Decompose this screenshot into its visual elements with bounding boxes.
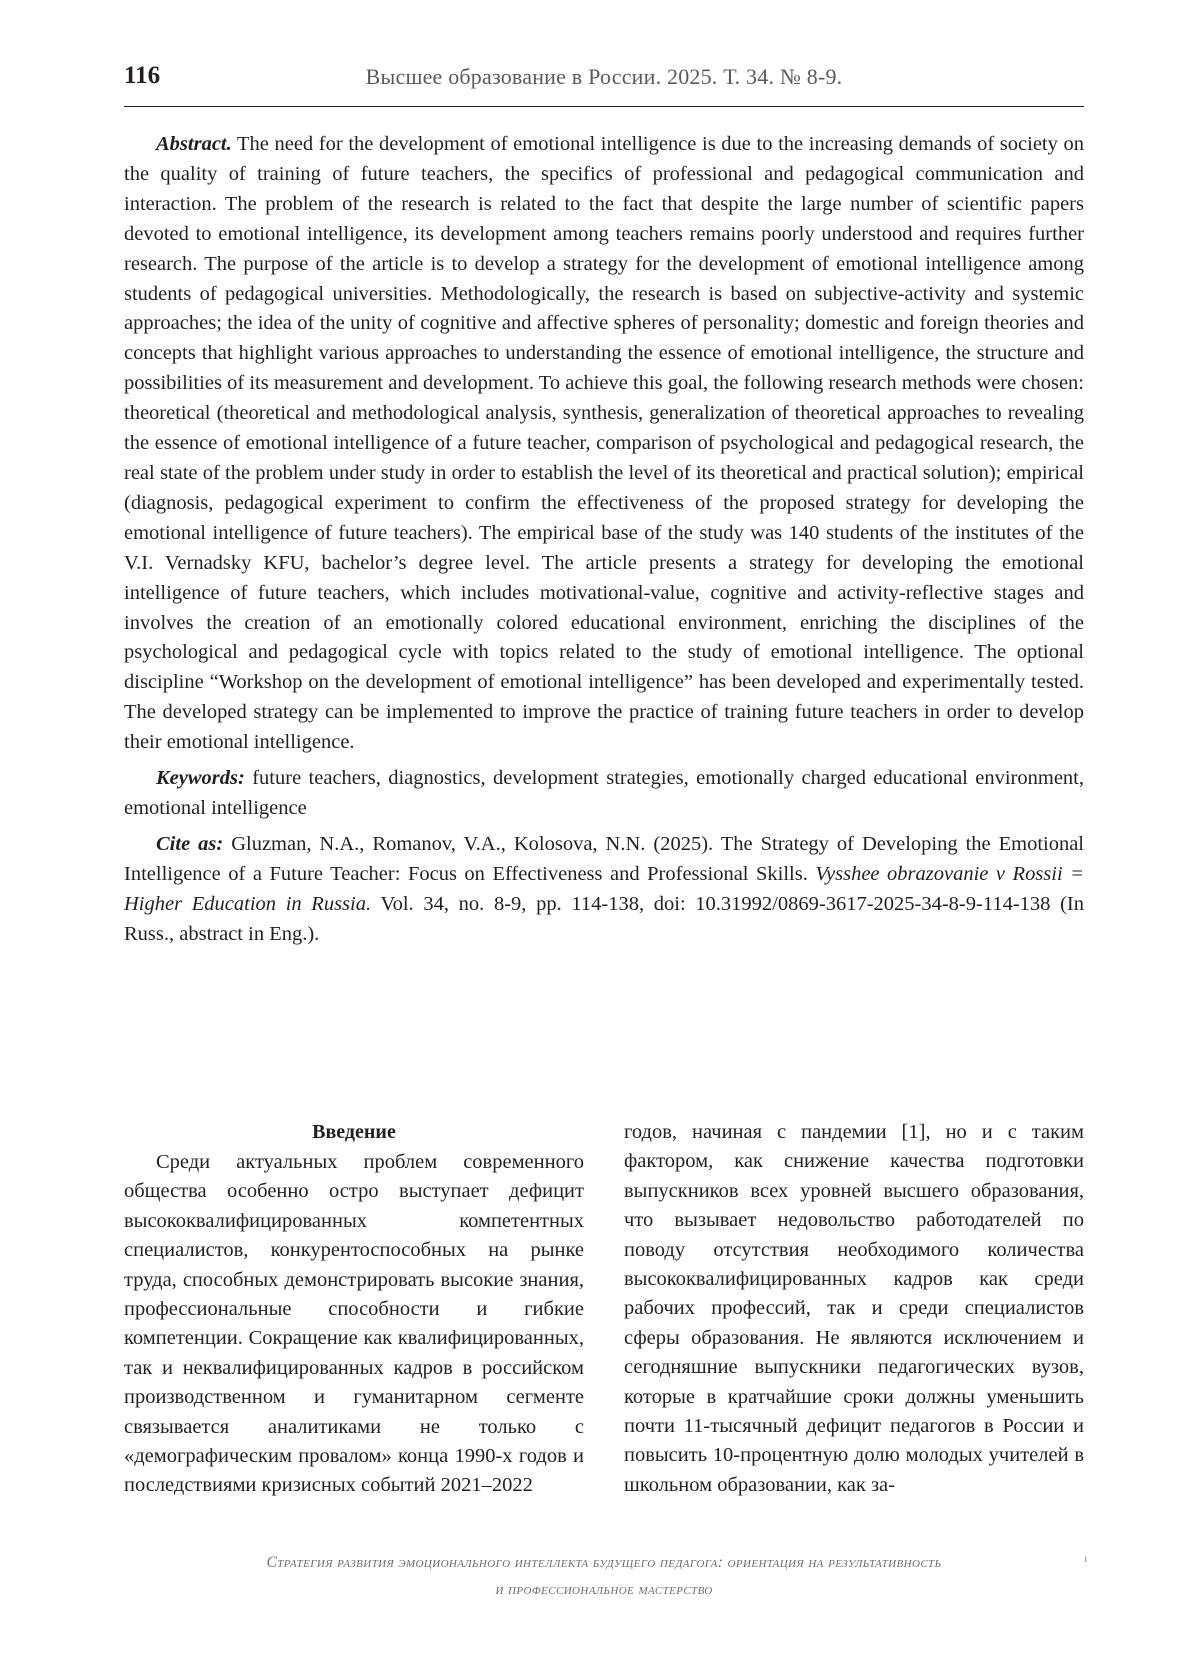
left-column: [124, 1118, 584, 1501]
footer-title-line1: Стратегия развития эмоционального интеллекта будущего педагога: ориентация на результативность: [266, 1554, 942, 1571]
running-footer: [124, 1549, 1084, 1603]
citation-paragraph: [124, 830, 1084, 950]
keywords-paragraph: [124, 764, 1084, 824]
citation-journal: Vysshee obrazovanie v Rossii = Higher Education in Russia.: [124, 862, 1085, 915]
footer-title-line2: и профессиональное мастерство: [495, 1581, 713, 1598]
body-columns: [124, 1118, 1084, 1528]
citation-details: Vol. 34, no. 8-9, pp. 114-138, doi: 10.31992/0869-3617-2025-34-8-9-114-138 (In Russ., abstract in Eng.).: [124, 892, 1084, 945]
page-number: 116: [124, 62, 161, 89]
keywords-text: future teachers, diagnostics, development strategies, emotionally charged educational environment, emotional intelligence: [124, 767, 1084, 819]
abstract-paragraph: [124, 130, 1084, 758]
right-column: [624, 1118, 1084, 1500]
citation-text: Gluzman, N.A., Romanov, V.A., Kolosova, N.N. (2025). The Strategy of Developing the Emotional Intelligence of a Future Teacher: Focus on Effectiveness and Professional Skills.: [124, 832, 1085, 885]
footer-mark: ı: [1084, 1551, 1088, 1565]
abstract-block: [124, 130, 1084, 955]
right-column-text: годов, начиная с пандемии [1], но и с таким фактором, как снижение качества подготовки выпускников всех уровней высшего образования, что вызывает недовольство работодателей по поводу отсутствия необходимого количества высококвалифицированных кадров как среди рабочих профессий, так и среди специалистов сферы образования. Не являются исключением и сегодняшние выпускники педагогических вузов, которые в кратчайшие сроки должны уменьшить почти 11-тысячный дефицит педагогов в России и повысить 10-процентную долю молодых учителей в школьном образовании, как за-: [624, 1121, 1084, 1496]
journal-title: Высшее образование в России. 2025. Т. 34. № 8-9.: [365, 64, 843, 89]
abstract-text: The need for the development of emotional intelligence is due to the increasing demands of society on the quality of training of future teachers, the specifics of professional and pedagogical communication and interaction. The problem of the research is related to the fact that despite the large number of scientific papers devoted to emotional intelligence, its development among teachers remains poorly understood and requires further research. The purpose of the article is to develop a strategy for the development of emotional intelligence among students of pedagogical universities. Methodologically, the research is based on subjective-activity and systemic approaches; the idea of the unity of cognitive and affective spheres of personality; domestic and foreign theories and concepts that highlight various approaches to understanding the essence of emotional intelligence, the structure and possibilities of its measurement and development. To achieve this goal, the following research methods were chosen: theoretical (theoretical and methodological analysis, synthesis, generalization of theoretical approaches to revealing the essence of emotional intelligence of a future teacher, comparison of psychological and pedagogical research, the real state of the problem under study in order to establish the level of its theoretical and practical solution); empirical (diagnosis, pedagogical experiment to confirm the effectiveness of the proposed strategy for developing the emotional intelligence of future teachers). The empirical base of the study was 140 students of the institutes of the V.I. Vernadsky KFU, bachelor’s degree level. The article presents a strategy for developing the emotional intelligence of future teachers, which includes motivational-value, cognitive and activity-reflective stages and involves the creation of an emotionally colored educational environment, enriching the disciplines of the psychological and pedagogical cycle with topics related to the study of emotional intelligence. The optional discipline “Workshop on the development of emotional intelligence” has been developed and experimentally tested. The developed strategy can be implemented to improve the practice of training future teachers in order to develop their emotional intelligence.: [124, 133, 1084, 754]
abstract-label: Abstract.: [156, 133, 232, 155]
left-column-text: Среди актуальных проблем современного общества особенно остро выступает дефицит высококвалифицированных компетентных специалистов, конкурентоспособных на рынке труда, способных демонстрировать высокие знания, профессиональные способности и гибкие компетенции. Сокращение как квалифицированных, так и неквалифицированных кадров в российском производственном и гуманитарном сегменте связывается аналитиками не только с «демографическим провалом» конца 1990-х годов и последствиями кризисных событий 2021–2022: [124, 1151, 584, 1497]
citation-label: Cite as:: [156, 832, 224, 855]
section-heading: Введение: [312, 1121, 396, 1143]
running-header: [124, 60, 1084, 107]
keywords-label: Keywords:: [156, 767, 245, 790]
